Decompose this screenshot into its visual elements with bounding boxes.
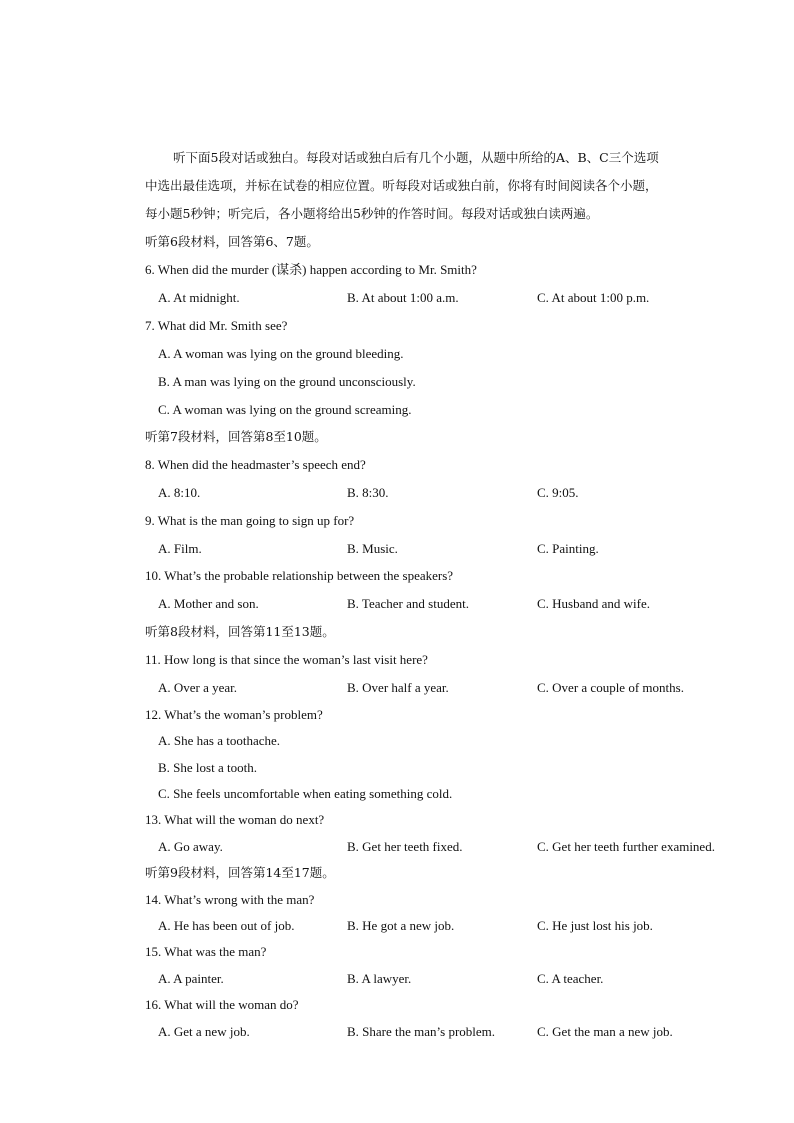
- option-b: B. She lost a tooth.: [158, 760, 257, 775]
- question-16: 16. What will the woman do?: [145, 997, 299, 1012]
- options-row: [0, 917, 794, 935]
- option-c: C. Painting.: [537, 541, 599, 556]
- option-c: C. A woman was lying on the ground screaming.: [158, 402, 412, 417]
- option-c: C. She feels uncomfortable when eating something cold.: [158, 786, 453, 801]
- question-15: 15. What was the man?: [145, 944, 267, 959]
- question-10: 10. What’s the probable relationship between the speakers?: [145, 568, 454, 583]
- option-b: B. A lawyer.: [347, 971, 412, 986]
- option-b: B. He got a new job.: [347, 918, 455, 933]
- option-b: B. Get her teeth fixed.: [347, 839, 463, 854]
- option-c: C. A teacher.: [537, 971, 604, 986]
- question-6: 6. When did the murder (谋杀) happen according to Mr. Smith?: [145, 262, 477, 277]
- section-heading: 听第7段材料，回答第8至10题。: [145, 429, 327, 444]
- option-c: C. Get her teeth further examined.: [537, 839, 715, 854]
- option-b: B. Over half a year.: [347, 680, 449, 695]
- section-heading: 听第9段材料，回答第14至17题。: [145, 865, 335, 880]
- instruction-line: 中选出最佳选项，并标在试卷的相应位置。听每段对话或独白前，你将有时间阅读各个小题，: [145, 178, 658, 193]
- question-14: 14. What’s wrong with the man?: [145, 892, 315, 907]
- question-7: 7. What did Mr. Smith see?: [145, 318, 288, 333]
- option-a: A. At midnight.: [158, 290, 240, 305]
- option-a: A. Get a new job.: [158, 1024, 250, 1039]
- options-row: [0, 595, 794, 613]
- option-a: A. A woman was lying on the ground bleeding.: [158, 346, 404, 361]
- option-b: B. 8:30.: [347, 485, 389, 500]
- options-row: [0, 1023, 794, 1041]
- option-c: C. Husband and wife.: [537, 596, 651, 611]
- option-c: C. Get the man a new job.: [537, 1024, 673, 1039]
- option-a: A. Film.: [158, 541, 202, 556]
- question-8: 8. When did the headmaster’s speech end?: [145, 457, 366, 472]
- option-a: A. Over a year.: [158, 680, 238, 695]
- option-c: C. He just lost his job.: [537, 918, 653, 933]
- question-12: 12. What’s the woman’s problem?: [145, 707, 323, 722]
- option-b: B. At about 1:00 a.m.: [347, 290, 459, 305]
- option-b: B. Music.: [347, 541, 398, 556]
- options-row: [0, 679, 794, 697]
- options-row: [0, 540, 794, 558]
- option-b: B. A man was lying on the ground unconsciously.: [158, 374, 416, 389]
- instructions: [145, 148, 765, 232]
- instruction-line: 听下面5段对话或独白。每段对话或独白后有几个小题，从题中所给的A、B、C三个选项: [173, 150, 659, 165]
- options-row: [0, 484, 794, 502]
- options-row: [0, 838, 794, 856]
- question-13: 13. What will the woman do next?: [145, 812, 325, 827]
- option-c: C. Over a couple of months.: [537, 680, 684, 695]
- option-a: A. 8:10.: [158, 485, 201, 500]
- option-c: C. At about 1:00 p.m.: [537, 290, 650, 305]
- instruction-line: 每小题5秒钟；听完后，各小题将给出5秒钟的作答时间。每段对话或独白读两遍。: [145, 206, 599, 221]
- question-11: 11. How long is that since the woman’s last visit here?: [145, 652, 428, 667]
- options-row: [0, 289, 794, 307]
- option-b: B. Teacher and student.: [347, 596, 469, 611]
- option-a: A. Mother and son.: [158, 596, 259, 611]
- option-b: B. Share the man’s problem.: [347, 1024, 496, 1039]
- option-a: A. He has been out of job.: [158, 918, 295, 933]
- option-a: A. A painter.: [158, 971, 224, 986]
- question-9: 9. What is the man going to sign up for?: [145, 513, 355, 528]
- section-heading: 听第8段材料，回答第11至13题。: [145, 624, 335, 639]
- options-row: [0, 970, 794, 988]
- option-a: A. Go away.: [158, 839, 223, 854]
- section-heading: 听第6段材料，回答第6、7题。: [145, 234, 319, 249]
- option-a: A. She has a toothache.: [158, 733, 281, 748]
- option-c: C. 9:05.: [537, 485, 579, 500]
